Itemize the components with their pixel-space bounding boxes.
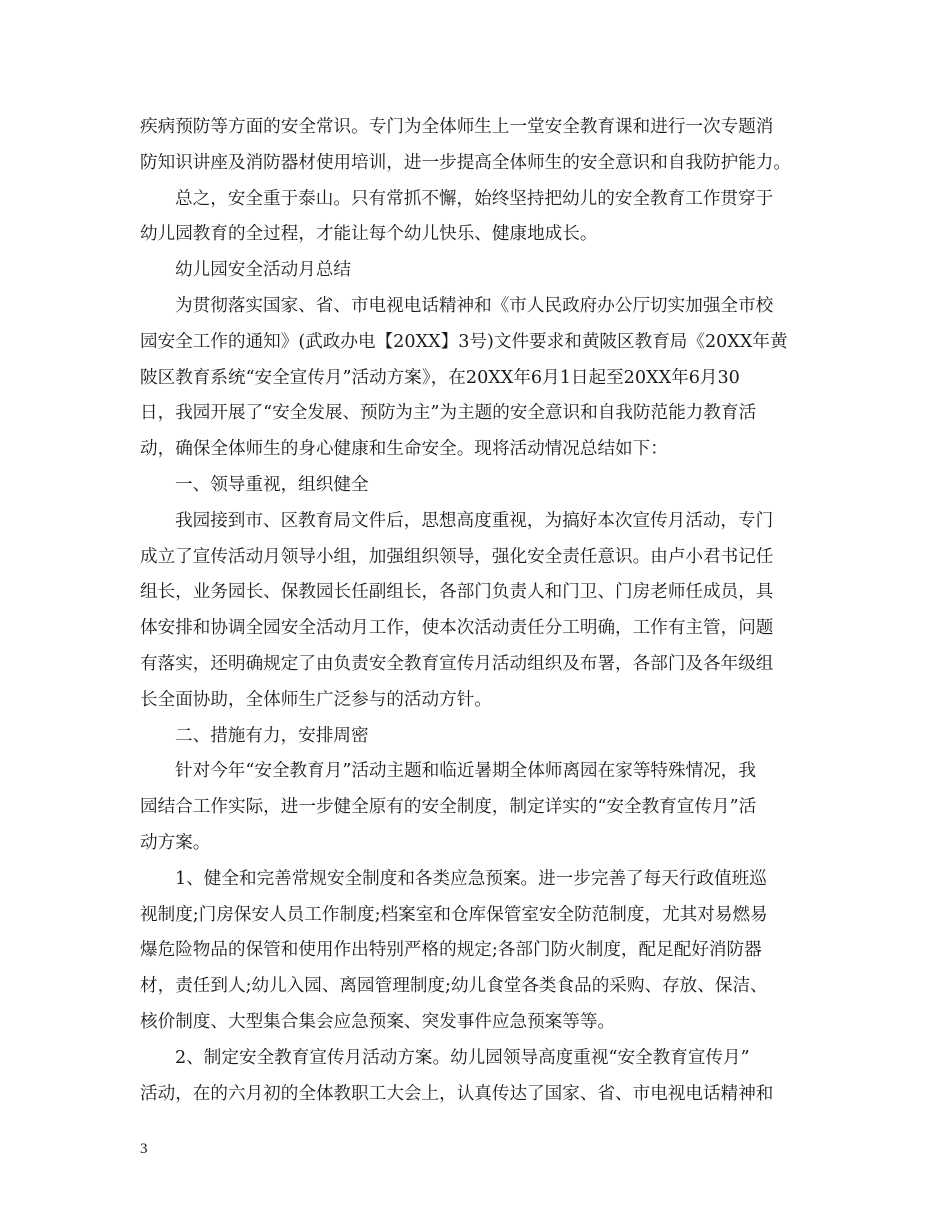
- text-line: 有落实，还明确规定了由负责安全教育宣传月活动组织及布署，各部门及各年级组: [140, 653, 774, 674]
- text-line: 组长，业务园长、保教园长任副组长，各部门负责人和门卫、门房老师任成员，具: [140, 582, 774, 603]
- text-line: 园结合工作实际，进一步健全原有的安全制度，制定详实的“安全教育宣传月”活: [140, 797, 757, 818]
- text-line: 视制度;门房保安人员工作制度;档案室和仓库保管室安全防范制度，尤其对易燃易: [140, 904, 768, 925]
- text-line: 总之，安全重于泰山。只有常抓不懈，始终坚持把幼儿的安全教育工作贯穿于: [175, 188, 774, 209]
- text-line: 材，责任到人;幼儿入园、离园管理制度;幼儿食堂各类食品的采购、存放、保洁、: [140, 976, 768, 997]
- text-line: 针对今年“安全教育月”活动主题和临近暑期全体师离园在家等特殊情况，我: [175, 761, 756, 782]
- document-body: [140, 110, 812, 1112]
- text-line: 爆危险物品的保管和使用作出特别严格的规定;各部门防火制度，配足配好消防器: [140, 940, 762, 961]
- text-line: 动方案。: [140, 832, 211, 853]
- text-line: 活动，在的六月初的全体教职工大会上，认真传达了国家、省、市电视电话精神和: [140, 1083, 774, 1104]
- paragraph-continuation: [140, 110, 812, 182]
- page-number: 3: [140, 1141, 148, 1157]
- text-line: 体安排和协调全园安全活动月工作，使本次活动责任分工明确，工作有主管，问题: [140, 618, 774, 639]
- text-line: 防知识讲座及消防器材使用培训，进一步提高全体师生的安全意识和自我防护能力。: [140, 152, 791, 173]
- text-line: 2、制定安全教育宣传月活动方案。幼儿园领导高度重视“安全教育宣传月”: [175, 1047, 750, 1068]
- text-line: 疾病预防等方面的安全常识。专门为全体师生上一堂安全教育课和进行一次专题消: [140, 117, 774, 137]
- paragraph: [140, 862, 812, 1041]
- text-line: 动，确保全体师生的身心健康和生命安全。现将活动情况总结如下：: [140, 439, 668, 460]
- text-line: 二、措施有力，安排周密: [175, 725, 369, 746]
- text-line: 长全面协助，全体师生广泛参与的活动方针。: [140, 689, 492, 710]
- section-heading: [140, 468, 812, 504]
- text-line: 为贯彻落实国家、省、市电视电话精神和《市人民政府办公厅切实加强全市校: [175, 295, 774, 316]
- paragraph: [140, 1041, 812, 1113]
- paragraph: [140, 504, 812, 719]
- text-line: 园安全工作的通知》(武政办电【20XX】3号)文件要求和黄陂区教育局《20XX年黄: [140, 331, 788, 352]
- text-line: 一、领导重视，组织健全: [175, 474, 369, 495]
- text-line: 幼儿园教育的全过程，才能让每个幼儿快乐、健康地成长。: [140, 224, 598, 245]
- text-line: 我园接到市、区教育局文件后，思想高度重视，为搞好本次宣传月活动，专门: [175, 510, 774, 531]
- paragraph: [140, 182, 812, 254]
- text-line: 成立了宣传活动月领导小组，加强组织领导，强化安全责任意识。由卢小君书记任: [140, 546, 774, 567]
- section-heading: [140, 719, 812, 755]
- text-line: 1、健全和完善常规安全制度和各类应急预案。进一步完善了每天行政值班巡: [175, 868, 767, 889]
- paragraph: [140, 289, 812, 468]
- section-heading: [140, 253, 812, 289]
- text-line: 日，我园开展了“安全发展、预防为主”为主题的安全意识和自我防范能力教育活: [140, 403, 757, 424]
- text-line: 陂区教育系统“安全宣传月”活动方案》，在20XX年6月1日起至20XX年6月30: [140, 367, 740, 388]
- text-line: 核价制度、大型集合集会应急预案、突发事件应急预案等等。: [140, 1011, 616, 1032]
- paragraph: [140, 754, 812, 861]
- text-line: 幼儿园安全活动月总结: [175, 260, 351, 281]
